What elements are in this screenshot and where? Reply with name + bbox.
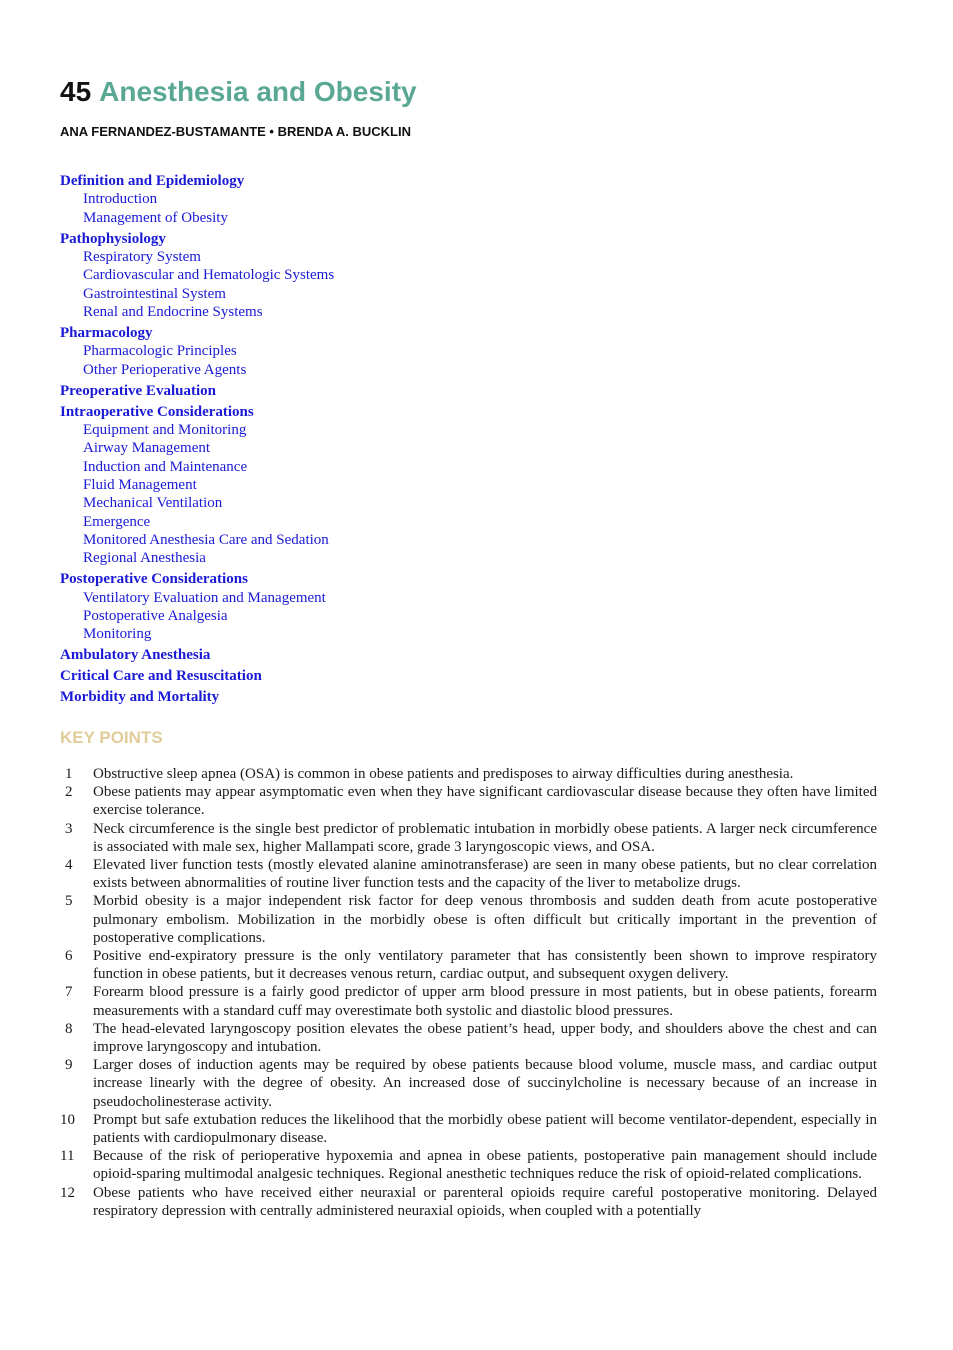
key-point-number: 12	[60, 1184, 75, 1201]
outline-section-link[interactable]: Pathophysiology	[60, 230, 166, 247]
outline-subsection-link[interactable]: Management of Obesity	[83, 209, 228, 226]
key-point-text: Neck circumference is the single best predictor of problematic intubation in morbidly obese patients. A larger neck circumference is associated with male sex, higher Mallampati score, grade 3 laryngoscopic views, and OSA.	[93, 820, 877, 855]
outline-section	[60, 172, 334, 227]
chapter-authors: ANA FERNANDEZ-BUSTAMANTE • BRENDA A. BUCKLIN	[60, 124, 411, 139]
outline-subsection-link[interactable]: Postoperative Analgesia	[83, 607, 228, 624]
key-point-text: Prompt but safe extubation reduces the likelihood that the morbidly obese patient will become ventilator-dependent, especially in patients with cardiopulmonary disease.	[93, 1111, 877, 1147]
key-point	[60, 947, 877, 983]
key-point-text: Morbid obesity is a major independent risk factor for deep venous thrombosis and sudden death from acute postoperative pulmonary embolism. Mobilization in the morbidly obese is often difficult but critically important in the prevention of postoperative complications.	[93, 893, 877, 946]
outline-section	[60, 324, 334, 379]
key-point-text: Obstructive sleep apnea (OSA) is common in obese patients and predisposes to airway difficulties during anesthesia.	[93, 766, 794, 782]
outline-subsection-link[interactable]: Monitoring	[83, 626, 152, 643]
outline-section	[60, 230, 334, 321]
outline-section-link[interactable]: Intraoperative Considerations	[60, 403, 254, 420]
key-point-number: 10	[60, 1111, 75, 1128]
outline-subsection-link[interactable]: Regional Anesthesia	[83, 550, 206, 567]
key-point-text: Forearm blood pressure is a fairly good predictor of upper arm blood pressure in most patients, but in obese patients, forearm measurements with a standard cuff may overestimate both systolic and diastolic blood pressures.	[93, 984, 877, 1019]
outline-subsection-link[interactable]: Gastrointestinal System	[83, 285, 226, 302]
outline-section	[60, 688, 334, 706]
key-point-text: Because of the risk of perioperative hypoxemia and apnea in obese patients, postoperative pain management should include opioid-sparing multimodal analgesic techniques. Regional anesthetic techniques reduce the risk of opioid-related complications.	[93, 1148, 877, 1183]
outline-section-link[interactable]: Preoperative Evaluation	[60, 382, 216, 399]
key-point-number: 1	[65, 766, 73, 782]
outline-subsection-list	[83, 589, 334, 644]
key-point-text: Elevated liver function tests (mostly elevated alanine aminotransferase) are seen in many obese patients, but no clear correlation exists between abnormalities of routine liver function tests and the capacity of the liver to metabolize drugs.	[93, 857, 877, 892]
outline-subsection-list	[83, 421, 334, 567]
key-point	[60, 1056, 877, 1111]
key-point	[60, 1020, 877, 1056]
key-point	[60, 983, 877, 1019]
outline-section-link[interactable]: Definition and Epidemiology	[60, 173, 245, 189]
key-point	[60, 892, 877, 947]
key-point-number: 8	[65, 1020, 73, 1037]
outline-subsection-link[interactable]: Equipment and Monitoring	[83, 422, 247, 439]
key-point	[60, 1147, 877, 1183]
outline-subsection-link[interactable]: Monitored Anesthesia Care and Sedation	[83, 531, 329, 548]
key-point	[60, 820, 877, 856]
key-point-text: The head-elevated laryngoscopy position elevates the obese patient’s head, upper body, and shoulders above the chest and can improve laryngoscopy and intubation.	[93, 1020, 877, 1056]
outline-subsection-link[interactable]: Respiratory System	[83, 248, 201, 265]
chapter-number: 45	[60, 76, 92, 107]
key-point-text: Larger doses of induction agents may be required by obese patients because blood volume, muscle mass, and cardiac output increase linearly with the degree of obesity. An increased dose of succinylcholine is necessary because of an increase in pseudocholinesterase activity.	[93, 1057, 877, 1110]
outline-subsection-link[interactable]: Other Perioperative Agents	[83, 361, 247, 378]
chapter-title: Anesthesia and Obesity	[99, 76, 417, 107]
key-point	[60, 856, 877, 892]
outline-subsection-link[interactable]: Mechanical Ventilation	[83, 495, 223, 512]
key-point	[60, 783, 877, 819]
outline-section	[60, 382, 334, 400]
key-point	[60, 1111, 877, 1147]
outline-section-link[interactable]: Postoperative Considerations	[60, 571, 248, 588]
outline-section-link[interactable]: Critical Care and Resuscitation	[60, 668, 262, 685]
key-point-text: Obese patients who have received either neuraxial or parenteral opioids require careful postoperative monitoring. Delayed respiratory depression with centrally administered neuraxial opioids, when coupled with a potentially	[93, 1184, 877, 1219]
outline-subsection-link[interactable]: Emergence	[83, 513, 151, 530]
key-point-text: Positive end-expiratory pressure is the only ventilatory parameter that has consistently been shown to improve respiratory function in obese patients, but it decreases venous return, cardiac output, and subsequent oxygen delivery.	[93, 948, 877, 983]
key-point	[60, 765, 877, 783]
outline-section	[60, 570, 334, 643]
key-point-number: 7	[65, 984, 73, 1001]
outline-section-link[interactable]: Ambulatory Anesthesia	[60, 647, 211, 664]
key-point-number: 4	[65, 857, 73, 874]
key-point-text: Obese patients may appear asymptomatic even when they have significant cardiovascular disease because they often have limited exercise tolerance.	[93, 784, 877, 819]
outline-subsection-link[interactable]: Pharmacologic Principles	[83, 343, 237, 360]
key-point-number: 3	[65, 820, 73, 837]
key-point-number: 2	[65, 784, 73, 801]
key-point-number: 6	[65, 948, 73, 965]
outline-section	[60, 646, 334, 664]
key-points-heading: KEY POINTS	[60, 728, 163, 747]
key-point-number: 9	[65, 1057, 73, 1074]
key-points-list	[60, 765, 877, 1220]
chapter-heading	[60, 74, 417, 110]
outline-subsection-link[interactable]: Ventilatory Evaluation and Management	[83, 589, 326, 606]
key-point	[60, 1184, 877, 1220]
outline-subsection-link[interactable]: Cardiovascular and Hematologic Systems	[83, 267, 335, 284]
key-point-number: 11	[60, 1148, 75, 1165]
key-point-number: 5	[65, 893, 73, 910]
outline-subsection-link[interactable]: Renal and Endocrine Systems	[83, 303, 263, 320]
outline-subsection-link[interactable]: Induction and Maintenance	[83, 458, 248, 475]
outline-section-link[interactable]: Morbidity and Mortality	[60, 689, 220, 706]
outline-subsection-list	[83, 248, 334, 321]
outline-subsection-link[interactable]: Fluid Management	[83, 476, 197, 493]
outline-section	[60, 403, 334, 568]
outline-section-link[interactable]: Pharmacology	[60, 324, 153, 341]
outline-subsection-link[interactable]: Introduction	[83, 191, 158, 208]
outline-subsection-list	[83, 342, 334, 379]
chapter-outline	[60, 172, 334, 709]
outline-section	[60, 667, 334, 685]
outline-subsection-list	[83, 190, 334, 227]
outline-subsection-link[interactable]: Airway Management	[83, 440, 211, 457]
